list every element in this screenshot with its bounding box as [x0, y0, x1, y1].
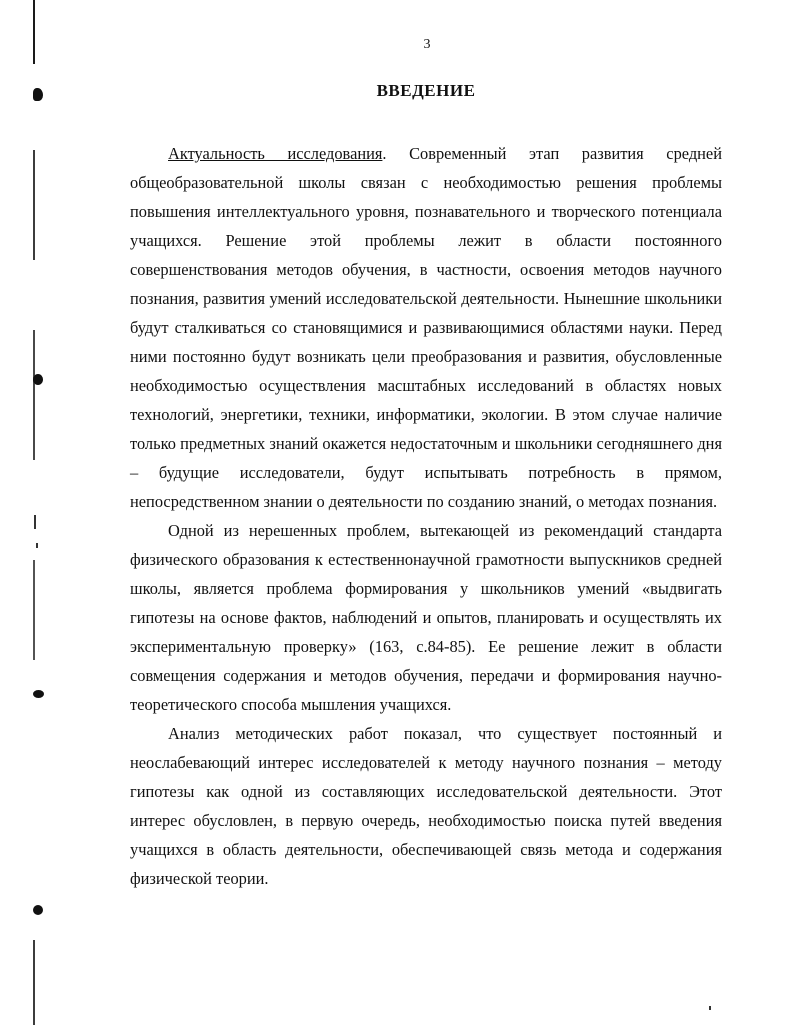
- paragraph-text: . Современный этап развития средней общеобразовательной школы связан с необходимостью решения проблемы повышения интеллектуального уровня, познавательного и творческого потенциала учащихся. Решение этой проблемы лежит в области постоянного совершенствования методов обучения, в частности, освоения методов научного познания, развития умений исследовательской деятельности. Нынешние школьники будут сталкиваться со становящимися и развивающимися областями науки. Перед ними постоянно будут возникать цели преобразования и развития, обусловленные необходимостью осуществления масштабных исследований в областях новых технологий, энергетики, техники, информатики, экологии. В этом случае наличие только предметных знаний окажется недостаточным и школьники сегодняшнего дня – будущие исследователи, будут испытывать потребность в прямом, непосредственном знании о деятельности по созданию знаний, о методах познания.: [130, 144, 722, 511]
- paragraph: Анализ методических работ показал, что существует постоянный и неослабевающий интерес исследователей к методу научного познания – методу гипотезы как одной из составляющих исследовательской деятельности. Этот интерес обусловлен, в первую очередь, необходимостью поиска путей введения учащихся в область деятельности, обеспечивающей связь метода и содержания физической теории.: [130, 724, 722, 888]
- paragraph: Одной из нерешенных проблем, вытекающей из рекомендаций стандарта физического образования к естественнонаучной грамотности выпускников средней школы, является проблема формирования у школьников умений «выдвигать гипотезы на основе фактов, наблюдений и опытов, планировать и осуществлять их экспериментальную проверку» (163, с.84-85). Ее решение лежит в области совмещения содержания и методов обучения, передачи и формирования научно-теоретического способа мышления учащихся.: [130, 521, 722, 714]
- scan-speck: [709, 1006, 711, 1010]
- scan-margin-line: [33, 150, 35, 260]
- binding-hole-mark: [33, 905, 43, 915]
- scan-margin-line: [33, 330, 35, 460]
- binding-hole-mark: [33, 88, 43, 101]
- scan-speck: [36, 543, 38, 548]
- scan-margin-line: [33, 0, 35, 64]
- binding-hole-mark: [33, 690, 44, 698]
- binding-hole-mark: [33, 374, 43, 385]
- paragraph-lead-underlined: Актуальность исследования: [168, 144, 383, 163]
- page-number: 3: [423, 37, 431, 52]
- body-text: [130, 139, 722, 893]
- scan-margin-line: [33, 560, 35, 660]
- scan-speck: [34, 515, 36, 529]
- scan-margin-line: [33, 940, 35, 1025]
- page-title: ВВЕДЕНИЕ: [376, 81, 476, 100]
- paragraph: [130, 139, 722, 516]
